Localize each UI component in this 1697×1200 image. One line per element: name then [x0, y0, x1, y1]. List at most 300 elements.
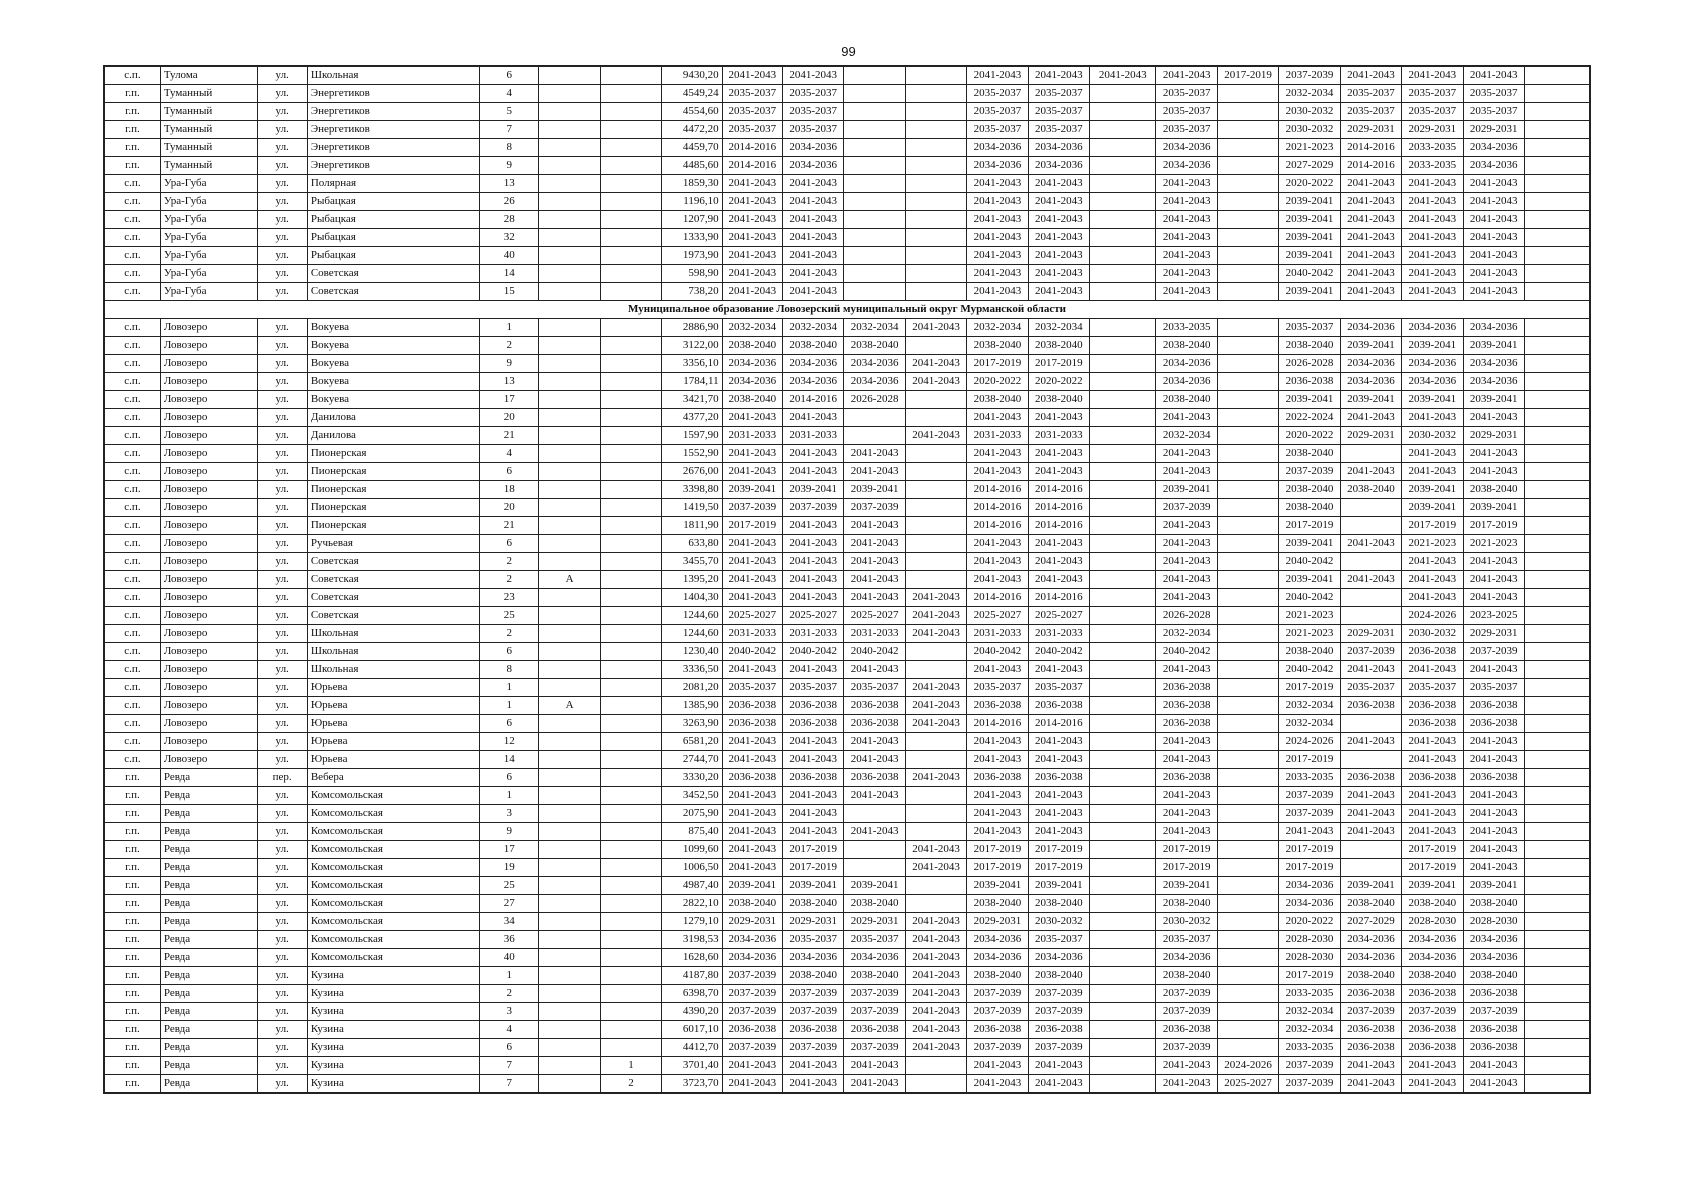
period-col-2-cell: 2034-2036 — [783, 157, 844, 175]
house-number-cell: 40 — [480, 949, 539, 967]
period-col-10-cell: 2030-2032 — [1279, 121, 1340, 139]
extra-col-cell — [1524, 607, 1590, 625]
total-area-cell: 6581,20 — [662, 733, 722, 751]
street-type-cell: ул. — [257, 157, 307, 175]
table-row — [104, 445, 1590, 463]
period-col-12-cell: 2041-2043 — [1402, 589, 1463, 607]
period-col-2-cell: 2041-2043 — [783, 409, 844, 427]
period-col-4-cell — [905, 895, 966, 913]
settlement-name-cell: Ловозеро — [160, 535, 257, 553]
settlement-type-cell: с.п. — [104, 751, 160, 769]
period-col-7-cell — [1090, 715, 1156, 733]
period-col-2-cell: 2041-2043 — [783, 1057, 844, 1075]
period-col-5-cell: 2038-2040 — [967, 337, 1028, 355]
period-col-6-cell: 2041-2043 — [1028, 445, 1089, 463]
total-area-cell: 2075,90 — [662, 805, 722, 823]
settlement-type-cell: г.п. — [104, 1075, 160, 1094]
period-col-10-cell: 2039-2041 — [1279, 571, 1340, 589]
period-col-7-cell — [1090, 535, 1156, 553]
street-type-cell: ул. — [257, 877, 307, 895]
period-col-10-cell: 2038-2040 — [1279, 481, 1340, 499]
period-col-8-cell: 2041-2043 — [1156, 571, 1217, 589]
period-col-12-cell: 2041-2043 — [1402, 661, 1463, 679]
period-col-10-cell: 2032-2034 — [1279, 697, 1340, 715]
period-col-1-cell: 2041-2043 — [722, 1075, 782, 1094]
building-number-cell — [600, 535, 661, 553]
period-col-9-cell — [1217, 589, 1278, 607]
house-letter-cell — [539, 733, 600, 751]
period-col-6-cell: 2041-2043 — [1028, 193, 1089, 211]
table-row — [104, 949, 1590, 967]
period-col-9-cell — [1217, 175, 1278, 193]
house-letter-cell — [539, 625, 600, 643]
period-col-1-cell: 2041-2043 — [722, 193, 782, 211]
settlement-name-cell: Ловозеро — [160, 553, 257, 571]
period-col-5-cell: 2041-2043 — [967, 247, 1028, 265]
period-col-5-cell: 2034-2036 — [967, 931, 1028, 949]
house-number-cell: 5 — [480, 103, 539, 121]
extra-col-cell — [1524, 1021, 1590, 1039]
total-area-cell: 1207,90 — [662, 211, 722, 229]
period-col-6-cell: 2039-2041 — [1028, 877, 1089, 895]
period-col-1-cell: 2041-2043 — [722, 1057, 782, 1075]
street-name-cell: Школьная — [307, 643, 479, 661]
period-col-12-cell: 2033-2035 — [1402, 157, 1463, 175]
period-col-4-cell: 2041-2043 — [905, 841, 966, 859]
table-row — [104, 265, 1590, 283]
settlement-type-cell: с.п. — [104, 319, 160, 337]
period-col-6-cell: 2041-2043 — [1028, 535, 1089, 553]
total-area-cell: 3356,10 — [662, 355, 722, 373]
street-type-cell: ул. — [257, 481, 307, 499]
house-letter-cell — [539, 859, 600, 877]
period-col-1-cell: 2036-2038 — [722, 1021, 782, 1039]
total-area-cell: 3452,50 — [662, 787, 722, 805]
period-col-4-cell — [905, 517, 966, 535]
period-col-6-cell: 2037-2039 — [1028, 985, 1089, 1003]
period-col-8-cell: 2041-2043 — [1156, 66, 1217, 85]
period-col-3-cell: 2041-2043 — [844, 589, 905, 607]
building-number-cell — [600, 157, 661, 175]
period-col-10-cell: 2037-2039 — [1279, 1075, 1340, 1094]
table-row — [104, 139, 1590, 157]
period-col-2-cell: 2041-2043 — [783, 211, 844, 229]
table-row — [104, 787, 1590, 805]
period-col-10-cell: 2038-2040 — [1279, 499, 1340, 517]
period-col-12-cell: 2034-2036 — [1402, 373, 1463, 391]
period-col-9-cell — [1217, 1039, 1278, 1057]
total-area-cell: 3421,70 — [662, 391, 722, 409]
settlement-type-cell: г.п. — [104, 1003, 160, 1021]
extra-col-cell — [1524, 913, 1590, 931]
settlement-type-cell: г.п. — [104, 805, 160, 823]
period-col-11-cell: 2014-2016 — [1340, 157, 1401, 175]
total-area-cell: 2676,00 — [662, 463, 722, 481]
period-col-11-cell — [1340, 859, 1401, 877]
settlement-type-cell: с.п. — [104, 607, 160, 625]
period-col-1-cell: 2032-2034 — [722, 319, 782, 337]
street-name-cell: Вокуева — [307, 391, 479, 409]
period-col-5-cell: 2039-2041 — [967, 877, 1028, 895]
period-col-6-cell: 2031-2033 — [1028, 625, 1089, 643]
period-col-7-cell — [1090, 283, 1156, 301]
period-col-5-cell: 2041-2043 — [967, 805, 1028, 823]
street-name-cell: Советская — [307, 607, 479, 625]
period-col-7-cell — [1090, 841, 1156, 859]
period-col-4-cell — [905, 787, 966, 805]
section-title: Муниципальное образование Ловозерский муниципальный округ Мурманской области — [104, 301, 1590, 319]
period-col-7-cell — [1090, 355, 1156, 373]
house-letter-cell — [539, 715, 600, 733]
house-number-cell: 1 — [480, 679, 539, 697]
period-col-9-cell — [1217, 571, 1278, 589]
house-number-cell: 2 — [480, 625, 539, 643]
total-area-cell: 4472,20 — [662, 121, 722, 139]
street-type-cell: ул. — [257, 1003, 307, 1021]
period-col-13-cell: 2036-2038 — [1463, 715, 1524, 733]
period-col-4-cell — [905, 1057, 966, 1075]
settlement-type-cell: г.п. — [104, 85, 160, 103]
house-letter-cell: А — [539, 697, 600, 715]
settlement-name-cell: Ловозеро — [160, 697, 257, 715]
period-col-8-cell: 2041-2043 — [1156, 535, 1217, 553]
street-type-cell: ул. — [257, 247, 307, 265]
street-name-cell: Комсомольская — [307, 859, 479, 877]
period-col-1-cell: 2034-2036 — [722, 949, 782, 967]
settlement-type-cell: с.п. — [104, 373, 160, 391]
house-letter-cell — [539, 139, 600, 157]
period-col-9-cell — [1217, 787, 1278, 805]
period-col-5-cell: 2041-2043 — [967, 823, 1028, 841]
period-col-12-cell: 2041-2043 — [1402, 229, 1463, 247]
period-col-8-cell: 2039-2041 — [1156, 481, 1217, 499]
house-letter-cell — [539, 553, 600, 571]
period-col-4-cell: 2041-2043 — [905, 1039, 966, 1057]
settlement-name-cell: Ловозеро — [160, 607, 257, 625]
settlement-name-cell: Туманный — [160, 139, 257, 157]
period-col-6-cell: 2041-2043 — [1028, 175, 1089, 193]
settlement-type-cell: с.п. — [104, 499, 160, 517]
period-col-7-cell — [1090, 625, 1156, 643]
total-area-cell: 1279,10 — [662, 913, 722, 931]
building-number-cell — [600, 373, 661, 391]
settlement-name-cell: Ревда — [160, 1039, 257, 1057]
period-col-4-cell: 2041-2043 — [905, 373, 966, 391]
period-col-6-cell: 2034-2036 — [1028, 949, 1089, 967]
street-name-cell: Кузина — [307, 1021, 479, 1039]
period-col-9-cell — [1217, 805, 1278, 823]
street-name-cell: Рыбацкая — [307, 193, 479, 211]
building-number-cell — [600, 265, 661, 283]
period-col-1-cell: 2041-2043 — [722, 445, 782, 463]
house-letter-cell — [539, 463, 600, 481]
house-number-cell: 2 — [480, 553, 539, 571]
period-col-9-cell — [1217, 517, 1278, 535]
period-col-3-cell: 2037-2039 — [844, 985, 905, 1003]
settlement-name-cell: Ловозеро — [160, 409, 257, 427]
period-col-3-cell: 2041-2043 — [844, 751, 905, 769]
table-row — [104, 283, 1590, 301]
period-col-9-cell — [1217, 841, 1278, 859]
house-number-cell: 6 — [480, 535, 539, 553]
period-col-9-cell — [1217, 967, 1278, 985]
extra-col-cell — [1524, 787, 1590, 805]
period-col-13-cell: 2039-2041 — [1463, 391, 1524, 409]
period-col-13-cell: 2036-2038 — [1463, 1039, 1524, 1057]
period-col-2-cell: 2041-2043 — [783, 589, 844, 607]
extra-col-cell — [1524, 895, 1590, 913]
street-type-cell: ул. — [257, 1057, 307, 1075]
total-area-cell: 3198,53 — [662, 931, 722, 949]
period-col-10-cell: 2017-2019 — [1279, 517, 1340, 535]
extra-col-cell — [1524, 247, 1590, 265]
extra-col-cell — [1524, 121, 1590, 139]
settlement-type-cell: с.п. — [104, 535, 160, 553]
house-letter-cell — [539, 283, 600, 301]
section-header-row — [104, 301, 1590, 319]
period-col-7-cell — [1090, 859, 1156, 877]
building-number-cell — [600, 121, 661, 139]
period-col-1-cell: 2041-2043 — [722, 66, 782, 85]
street-type-cell: ул. — [257, 571, 307, 589]
street-name-cell: Юрьева — [307, 679, 479, 697]
table-row — [104, 1021, 1590, 1039]
period-col-6-cell: 2035-2037 — [1028, 931, 1089, 949]
street-type-cell: ул. — [257, 139, 307, 157]
period-col-6-cell: 2041-2043 — [1028, 571, 1089, 589]
period-col-5-cell: 2041-2043 — [967, 1057, 1028, 1075]
period-col-7-cell — [1090, 409, 1156, 427]
house-letter-cell — [539, 121, 600, 139]
street-type-cell: ул. — [257, 66, 307, 85]
period-col-3-cell: 2032-2034 — [844, 319, 905, 337]
period-col-12-cell: 2017-2019 — [1402, 859, 1463, 877]
period-col-6-cell: 2041-2043 — [1028, 805, 1089, 823]
period-col-6-cell: 2041-2043 — [1028, 751, 1089, 769]
period-col-3-cell — [844, 175, 905, 193]
period-col-9-cell — [1217, 121, 1278, 139]
period-col-5-cell: 2017-2019 — [967, 355, 1028, 373]
period-col-12-cell: 2021-2023 — [1402, 535, 1463, 553]
period-col-3-cell: 2041-2043 — [844, 517, 905, 535]
period-col-11-cell: 2041-2043 — [1340, 571, 1401, 589]
street-type-cell: ул. — [257, 661, 307, 679]
period-col-4-cell — [905, 193, 966, 211]
period-col-5-cell: 2041-2043 — [967, 463, 1028, 481]
period-col-10-cell: 2038-2040 — [1279, 445, 1340, 463]
table-row — [104, 355, 1590, 373]
house-letter-cell — [539, 1021, 600, 1039]
period-col-6-cell: 2038-2040 — [1028, 967, 1089, 985]
period-col-7-cell — [1090, 697, 1156, 715]
period-col-1-cell: 2041-2043 — [722, 823, 782, 841]
period-col-5-cell: 2041-2043 — [967, 661, 1028, 679]
period-col-5-cell: 2041-2043 — [967, 787, 1028, 805]
period-col-13-cell: 2041-2043 — [1463, 193, 1524, 211]
period-col-5-cell: 2041-2043 — [967, 409, 1028, 427]
period-col-13-cell: 2034-2036 — [1463, 949, 1524, 967]
period-col-1-cell: 2041-2043 — [722, 553, 782, 571]
table-row — [104, 337, 1590, 355]
period-col-11-cell — [1340, 841, 1401, 859]
period-col-4-cell — [905, 121, 966, 139]
table-row — [104, 589, 1590, 607]
period-col-13-cell: 2041-2043 — [1463, 1057, 1524, 1075]
street-name-cell: Пионерская — [307, 445, 479, 463]
house-letter-cell — [539, 607, 600, 625]
period-col-6-cell: 2041-2043 — [1028, 229, 1089, 247]
period-col-9-cell — [1217, 445, 1278, 463]
period-col-11-cell: 2041-2043 — [1340, 175, 1401, 193]
period-col-7-cell — [1090, 391, 1156, 409]
period-col-8-cell: 2037-2039 — [1156, 499, 1217, 517]
period-col-6-cell: 2014-2016 — [1028, 499, 1089, 517]
period-col-13-cell: 2041-2043 — [1463, 463, 1524, 481]
settlement-type-cell: г.п. — [104, 787, 160, 805]
period-col-12-cell: 2036-2038 — [1402, 715, 1463, 733]
building-number-cell — [600, 1021, 661, 1039]
table-row — [104, 247, 1590, 265]
period-col-9-cell — [1217, 679, 1278, 697]
period-col-6-cell: 2034-2036 — [1028, 139, 1089, 157]
period-col-3-cell: 2025-2027 — [844, 607, 905, 625]
period-col-9-cell — [1217, 949, 1278, 967]
period-col-5-cell: 2034-2036 — [967, 157, 1028, 175]
period-col-4-cell — [905, 139, 966, 157]
period-col-6-cell: 2034-2036 — [1028, 157, 1089, 175]
period-col-12-cell: 2036-2038 — [1402, 1039, 1463, 1057]
settlement-name-cell: Ревда — [160, 823, 257, 841]
period-col-11-cell: 2041-2043 — [1340, 787, 1401, 805]
extra-col-cell — [1524, 1003, 1590, 1021]
period-col-1-cell: 2035-2037 — [722, 679, 782, 697]
period-col-1-cell: 2036-2038 — [722, 697, 782, 715]
house-number-cell: 4 — [480, 85, 539, 103]
period-col-1-cell: 2041-2043 — [722, 589, 782, 607]
period-col-3-cell — [844, 247, 905, 265]
period-col-11-cell: 2034-2036 — [1340, 319, 1401, 337]
period-col-2-cell: 2035-2037 — [783, 679, 844, 697]
total-area-cell: 4485,60 — [662, 157, 722, 175]
house-number-cell: 15 — [480, 283, 539, 301]
building-number-cell — [600, 409, 661, 427]
settlement-name-cell: Ловозеро — [160, 625, 257, 643]
house-number-cell: 13 — [480, 373, 539, 391]
period-col-7-cell — [1090, 499, 1156, 517]
period-col-8-cell: 2041-2043 — [1156, 589, 1217, 607]
total-area-cell: 1196,10 — [662, 193, 722, 211]
period-col-8-cell: 2017-2019 — [1156, 841, 1217, 859]
street-name-cell: Вебера — [307, 769, 479, 787]
house-letter-cell — [539, 265, 600, 283]
settlement-type-cell: с.п. — [104, 247, 160, 265]
house-letter-cell — [539, 877, 600, 895]
period-col-13-cell: 2034-2036 — [1463, 319, 1524, 337]
period-col-5-cell: 2034-2036 — [967, 139, 1028, 157]
house-letter-cell — [539, 643, 600, 661]
street-name-cell: Пионерская — [307, 517, 479, 535]
period-col-12-cell: 2030-2032 — [1402, 427, 1463, 445]
period-col-13-cell: 2029-2031 — [1463, 121, 1524, 139]
street-type-cell: ул. — [257, 1021, 307, 1039]
building-number-cell — [600, 283, 661, 301]
street-name-cell: Юрьева — [307, 715, 479, 733]
period-col-7-cell — [1090, 895, 1156, 913]
period-col-9-cell — [1217, 607, 1278, 625]
settlement-type-cell: с.п. — [104, 517, 160, 535]
building-number-cell — [600, 823, 661, 841]
period-col-12-cell: 2034-2036 — [1402, 931, 1463, 949]
period-col-8-cell: 2041-2043 — [1156, 1057, 1217, 1075]
period-col-12-cell: 2041-2043 — [1402, 175, 1463, 193]
street-name-cell: Энергетиков — [307, 103, 479, 121]
period-col-1-cell: 2041-2043 — [722, 841, 782, 859]
period-col-13-cell: 2041-2043 — [1463, 751, 1524, 769]
period-col-6-cell: 2036-2038 — [1028, 769, 1089, 787]
street-name-cell: Энергетиков — [307, 157, 479, 175]
period-col-8-cell: 2038-2040 — [1156, 337, 1217, 355]
total-area-cell: 1628,60 — [662, 949, 722, 967]
street-name-cell: Комсомольская — [307, 841, 479, 859]
settlement-name-cell: Ревда — [160, 985, 257, 1003]
period-col-4-cell: 2041-2043 — [905, 931, 966, 949]
period-col-4-cell — [905, 211, 966, 229]
total-area-cell: 4377,20 — [662, 409, 722, 427]
period-col-3-cell: 2038-2040 — [844, 895, 905, 913]
period-col-7-cell — [1090, 1075, 1156, 1094]
period-col-9-cell — [1217, 85, 1278, 103]
house-number-cell: 25 — [480, 877, 539, 895]
period-col-4-cell: 2041-2043 — [905, 427, 966, 445]
period-col-2-cell: 2041-2043 — [783, 661, 844, 679]
building-number-cell — [600, 895, 661, 913]
period-col-1-cell: 2034-2036 — [722, 373, 782, 391]
settlement-type-cell: с.п. — [104, 175, 160, 193]
period-col-5-cell: 2014-2016 — [967, 589, 1028, 607]
street-name-cell: Юрьева — [307, 751, 479, 769]
house-number-cell: 18 — [480, 481, 539, 499]
building-number-cell — [600, 661, 661, 679]
table-row — [104, 85, 1590, 103]
period-col-1-cell: 2025-2027 — [722, 607, 782, 625]
period-col-12-cell: 2017-2019 — [1402, 841, 1463, 859]
period-col-8-cell: 2035-2037 — [1156, 931, 1217, 949]
period-col-13-cell: 2041-2043 — [1463, 175, 1524, 193]
period-col-5-cell: 2014-2016 — [967, 481, 1028, 499]
period-col-3-cell — [844, 283, 905, 301]
period-col-2-cell: 2041-2043 — [783, 553, 844, 571]
period-col-2-cell: 2029-2031 — [783, 913, 844, 931]
period-col-3-cell: 2041-2043 — [844, 733, 905, 751]
house-letter-cell — [539, 517, 600, 535]
period-col-8-cell: 2036-2038 — [1156, 679, 1217, 697]
period-col-12-cell: 2041-2043 — [1402, 463, 1463, 481]
table-row — [104, 751, 1590, 769]
street-name-cell: Рыбацкая — [307, 211, 479, 229]
settlement-type-cell: г.п. — [104, 769, 160, 787]
period-col-9-cell — [1217, 895, 1278, 913]
period-col-10-cell: 2026-2028 — [1279, 355, 1340, 373]
period-col-6-cell: 2041-2043 — [1028, 1075, 1089, 1094]
period-col-13-cell: 2029-2031 — [1463, 625, 1524, 643]
period-col-3-cell — [844, 409, 905, 427]
period-col-3-cell: 2041-2043 — [844, 823, 905, 841]
table-row — [104, 967, 1590, 985]
table-row — [104, 625, 1590, 643]
period-col-7-cell — [1090, 949, 1156, 967]
house-number-cell: 40 — [480, 247, 539, 265]
period-col-3-cell: 2039-2041 — [844, 877, 905, 895]
